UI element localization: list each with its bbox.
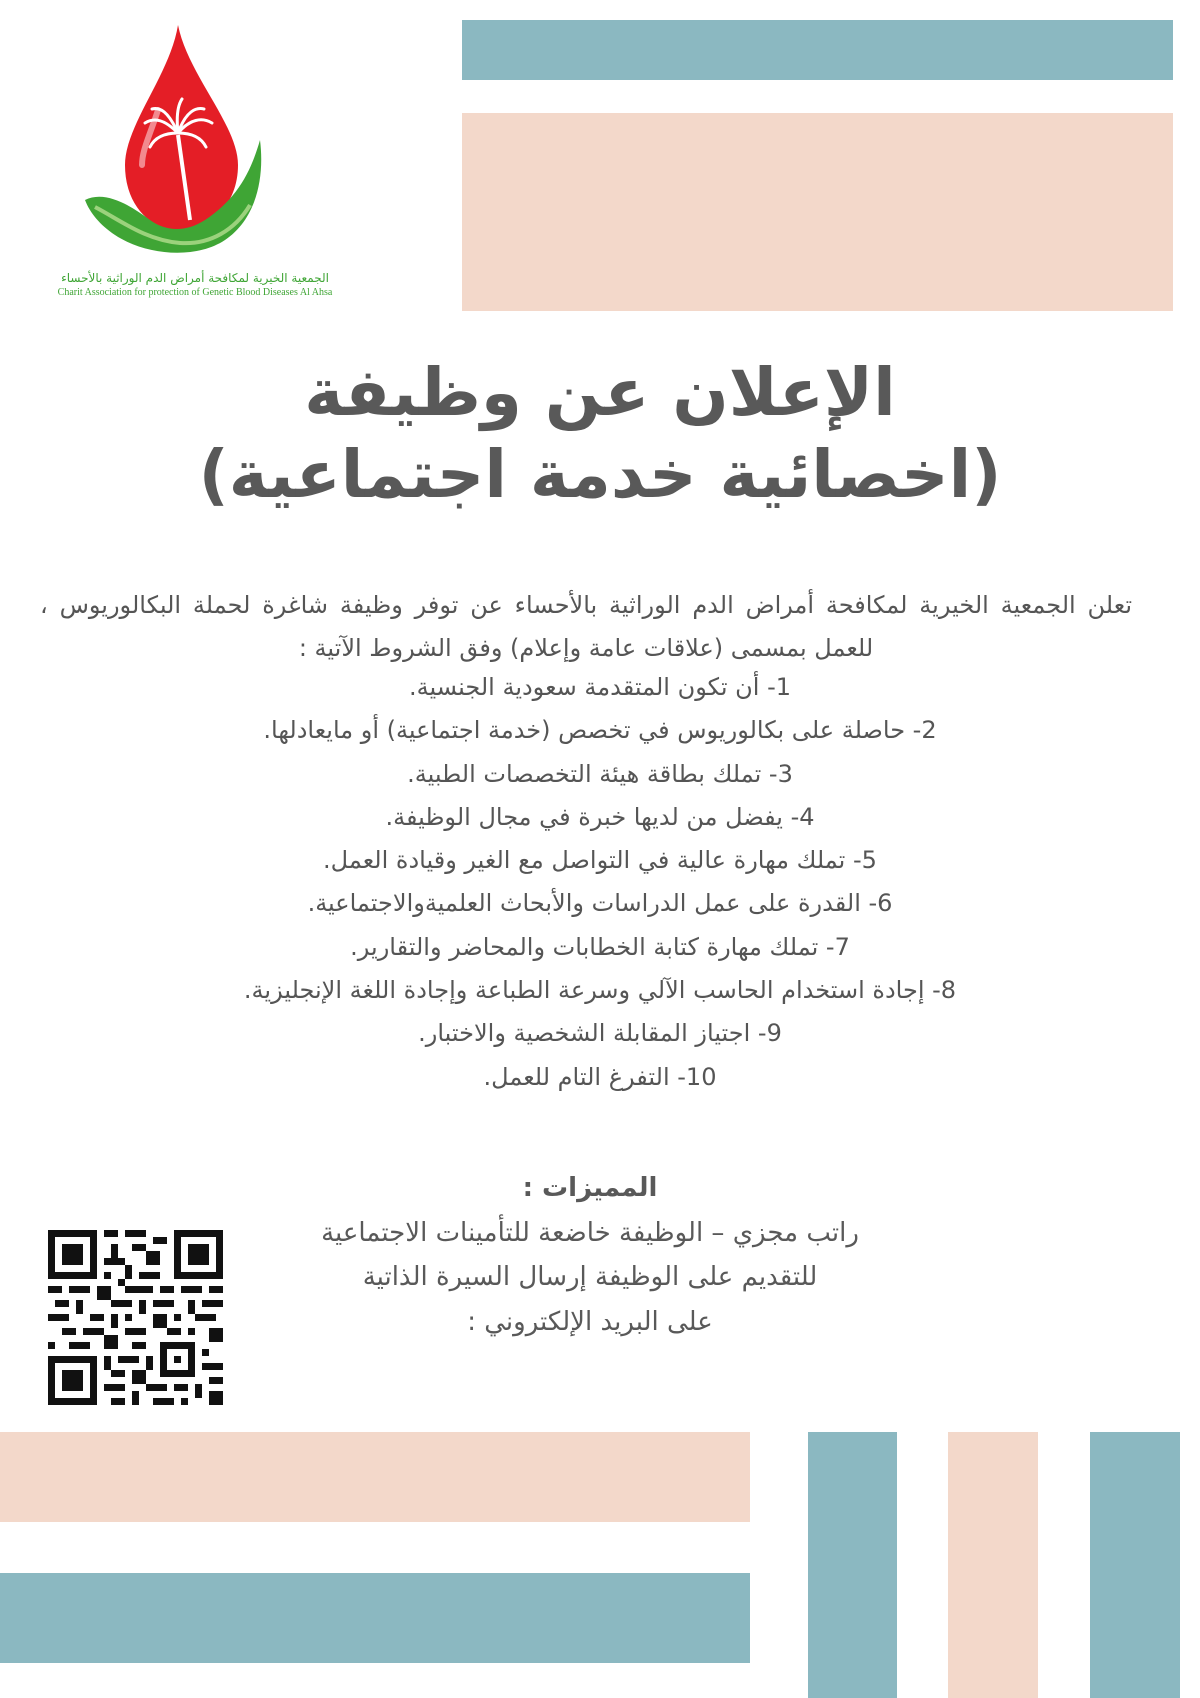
title-line-1: الإعلان عن وظيفة: [304, 354, 896, 431]
condition-item: 6- القدرة على عمل الدراسات والأبحاث العلميةوالاجتماعية.: [307, 889, 893, 918]
top-peach-block: [462, 113, 1173, 311]
condition-item: 8- إجادة استخدام الحاسب الآلي وسرعة الطباعة وإجادة اللغة الإنجليزية.: [243, 976, 957, 1005]
stripe-teal-left: [808, 1432, 897, 1698]
application-line: للتقديم على الوظيفة إرسال السيرة الذاتية: [362, 1262, 818, 1292]
bottom-teal-bar: [0, 1573, 750, 1663]
condition-item: 5- تملك مهارة عالية في التواصل مع الغير وقيادة العمل.: [323, 846, 877, 875]
condition-item: 7- تملك مهارة كتابة الخطابات والمحاضر والتقارير.: [350, 932, 850, 961]
qr-code[interactable]: [48, 1230, 223, 1405]
logo-org-name-english: Charit Association for protection of Genetic Blood Diseases Al Ahsa: [57, 287, 333, 298]
announcement-title: [100, 352, 1100, 516]
top-teal-bar: [462, 20, 1173, 80]
condition-item: 1- أن تكون المتقدمة سعودية الجنسية.: [408, 673, 792, 701]
condition-item: 9- اجتياز المقابلة الشخصية والاختبار.: [418, 1019, 782, 1048]
stripe-peach-middle: [948, 1432, 1038, 1698]
stripe-teal-right: [1090, 1432, 1180, 1698]
condition-item: 10- التفرغ التام للعمل.: [483, 1062, 717, 1091]
benefits-section: [250, 1166, 930, 1344]
organization-logo: [50, 15, 340, 325]
benefits-line: راتب مجزي – الوظيفة خاضعة للتأمينات الاجتماعية: [321, 1217, 859, 1248]
intro-paragraph: تعلن الجمعية الخيرية لمكافحة أمراض الدم الوراثية بالأحساء عن توفر وظيفة شاغرة لحملة البكالوريوس ، للعمل بمسمى (علاقات عامة وإعلام) وفق الشروط الآتية :: [40, 591, 1132, 662]
bottom-peach-bar: [0, 1432, 750, 1522]
blood-drop-hand-icon: [50, 15, 340, 270]
logo-org-name-arabic: الجمعية الخيرية لمكافحة أمراض الدم الوراثية بالأحساء: [61, 271, 329, 285]
qr-code-icon: [48, 1230, 223, 1405]
condition-item: 2- حاصلة على بكالوريوس في تخصص (خدمة اجتماعية) أو مايعادلها.: [263, 716, 937, 745]
condition-item: 3- تملك بطاقة هيئة التخصصات الطبية.: [407, 759, 793, 788]
conditions-list: [100, 666, 1100, 1099]
title-line-2: (اخصائية خدمة اجتماعية): [198, 436, 1002, 513]
email-line: على البريد الإلكتروني :: [467, 1306, 713, 1337]
benefits-heading: المميزات :: [522, 1173, 658, 1203]
condition-item: 4- يفضل من لديها خبرة في مجال الوظيفة.: [385, 802, 815, 831]
